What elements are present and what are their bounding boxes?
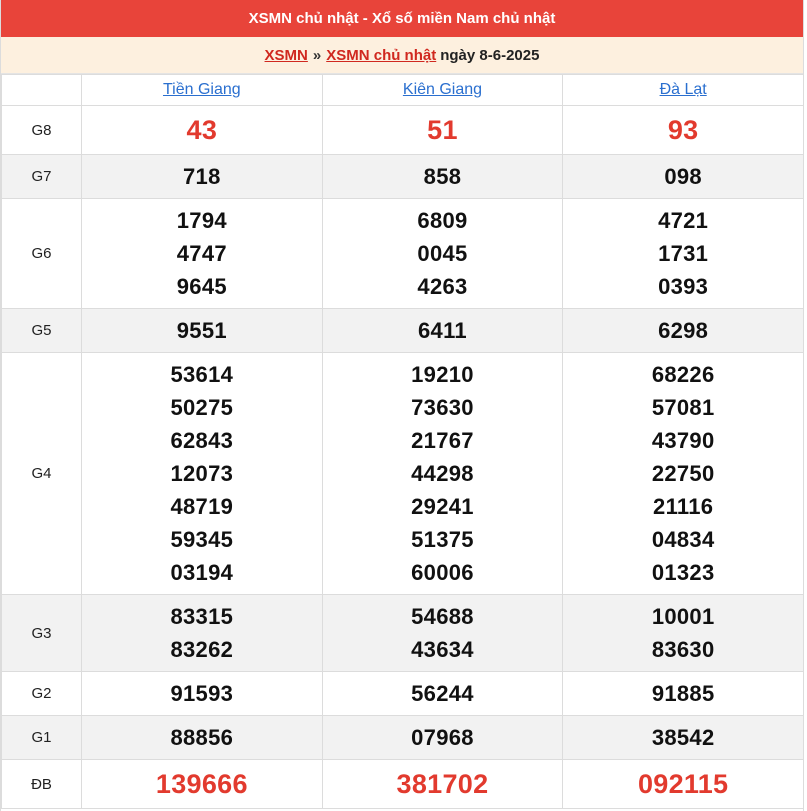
- prize-cell: [82, 199, 323, 309]
- prize-number: 56244: [411, 681, 474, 706]
- prize-number: 91593: [170, 681, 234, 706]
- prize-number: 4721: [658, 208, 709, 233]
- prize-number: 83262: [170, 637, 234, 662]
- prize-label: G7: [2, 155, 82, 199]
- prize-cell: [322, 595, 563, 672]
- province-cell: [82, 75, 323, 106]
- prize-cell: [82, 353, 323, 595]
- prize-number: 62843: [170, 428, 234, 453]
- results-table: [1, 74, 804, 809]
- page-title: [1, 0, 803, 37]
- breadcrumb: [1, 37, 803, 74]
- prize-number: 718: [183, 164, 221, 189]
- prize-row: [2, 106, 804, 155]
- prize-number: 68226: [651, 362, 715, 387]
- breadcrumb-link-xsmn[interactable]: XSMN: [264, 46, 308, 64]
- prize-cell: [82, 155, 323, 199]
- prize-row: [2, 595, 804, 672]
- prize-cell: [563, 309, 804, 353]
- prize-number: 93: [667, 114, 699, 145]
- prize-cell: [563, 716, 804, 760]
- prize-cell: [563, 199, 804, 309]
- prize-number: 858: [423, 164, 462, 189]
- prize-cell: [82, 309, 323, 353]
- prize-number: 51: [427, 114, 458, 145]
- prize-cell: [563, 353, 804, 595]
- prize-number: 9645: [176, 274, 227, 299]
- prize-number: 092115: [637, 768, 729, 799]
- prize-number: 139666: [155, 768, 248, 799]
- prize-number: 04834: [651, 527, 715, 552]
- prize-row: [2, 155, 804, 199]
- prize-number: 0393: [658, 274, 709, 299]
- prize-number: 9551: [176, 318, 227, 343]
- prize-cell: [322, 309, 563, 353]
- prize-cell: [322, 716, 563, 760]
- prize-row: [2, 199, 804, 309]
- prize-number: 0045: [417, 241, 468, 266]
- prize-number: 43634: [411, 637, 474, 662]
- prize-number: 381702: [396, 768, 489, 799]
- prize-number: 10001: [651, 604, 715, 629]
- prize-row: [2, 309, 804, 353]
- prize-number: 43: [186, 114, 218, 145]
- prize-label: G3: [2, 595, 82, 672]
- breadcrumb-date: ngày 8-6-2025: [440, 46, 540, 64]
- prize-row: [2, 672, 804, 716]
- province-link[interactable]: Tiền Giang: [162, 81, 241, 98]
- prize-cell: [322, 353, 563, 595]
- prize-number: 6809: [417, 208, 468, 233]
- prize-number: 38542: [651, 725, 715, 750]
- prize-number: 57081: [651, 395, 715, 420]
- corner-cell: [2, 75, 82, 106]
- prize-number: 73630: [411, 395, 474, 420]
- prize-number: 6411: [418, 318, 467, 343]
- prize-cell: [563, 760, 804, 809]
- prize-number: 54688: [411, 604, 474, 629]
- prize-label: ĐB: [2, 760, 82, 809]
- prize-label: G2: [2, 672, 82, 716]
- prize-cell: [563, 672, 804, 716]
- prize-number: 48719: [170, 494, 234, 519]
- prize-number: 07968: [411, 725, 474, 750]
- prize-label: G4: [2, 353, 82, 595]
- breadcrumb-separator: »: [312, 46, 322, 64]
- prize-row: [2, 716, 804, 760]
- prize-number: 60006: [411, 560, 474, 585]
- prize-cell: [322, 199, 563, 309]
- prize-number: 098: [664, 164, 702, 189]
- province-link[interactable]: Đà Lạt: [659, 81, 707, 98]
- province-link[interactable]: Kiên Giang: [402, 81, 483, 98]
- province-cell: [322, 75, 563, 106]
- prize-row: [2, 353, 804, 595]
- province-cell: [563, 75, 804, 106]
- prize-label: G8: [2, 106, 82, 155]
- prize-cell: [563, 106, 804, 155]
- prize-cell: [322, 672, 563, 716]
- prize-cell: [563, 155, 804, 199]
- prize-number: 19210: [411, 362, 474, 387]
- breadcrumb-link-xsmn-sunday[interactable]: XSMN chủ nhật: [326, 46, 437, 64]
- prize-cell: [322, 155, 563, 199]
- prize-cell: [82, 106, 323, 155]
- prize-number: 51375: [411, 527, 474, 552]
- prize-number: 6298: [658, 318, 709, 343]
- prize-number: 22750: [651, 461, 715, 486]
- prize-cell: [82, 595, 323, 672]
- prize-number: 91885: [651, 681, 715, 706]
- prize-number: 53614: [170, 362, 234, 387]
- prize-label: G6: [2, 199, 82, 309]
- province-header-row: [2, 75, 804, 106]
- prize-cell: [322, 760, 563, 809]
- prize-number: 29241: [411, 494, 474, 519]
- prize-row: [2, 760, 804, 809]
- prize-number: 1731: [658, 241, 709, 266]
- prize-label: G1: [2, 716, 82, 760]
- page-title-text: XSMN chủ nhật - Xổ số miền Nam chủ nhật: [248, 10, 556, 27]
- prize-number: 83630: [651, 637, 715, 662]
- prize-number: 59345: [170, 527, 234, 552]
- prize-number: 83315: [170, 604, 234, 629]
- prize-cell: [82, 760, 323, 809]
- prize-number: 21767: [411, 428, 474, 453]
- prize-cell: [82, 672, 323, 716]
- prize-number: 4263: [417, 274, 468, 299]
- prize-number: 50275: [170, 395, 234, 420]
- prize-cell: [322, 106, 563, 155]
- prize-number: 12073: [170, 461, 234, 486]
- prize-number: 21116: [653, 494, 714, 519]
- prize-number: 01323: [651, 560, 715, 585]
- prize-number: 43790: [651, 428, 715, 453]
- prize-label: G5: [2, 309, 82, 353]
- prize-number: 03194: [170, 560, 234, 585]
- prize-number: 44298: [411, 461, 474, 486]
- prize-cell: [563, 595, 804, 672]
- prize-number: 88856: [170, 725, 234, 750]
- prize-number: 4747: [176, 241, 227, 266]
- prize-number: 1794: [176, 208, 227, 233]
- prize-cell: [82, 716, 323, 760]
